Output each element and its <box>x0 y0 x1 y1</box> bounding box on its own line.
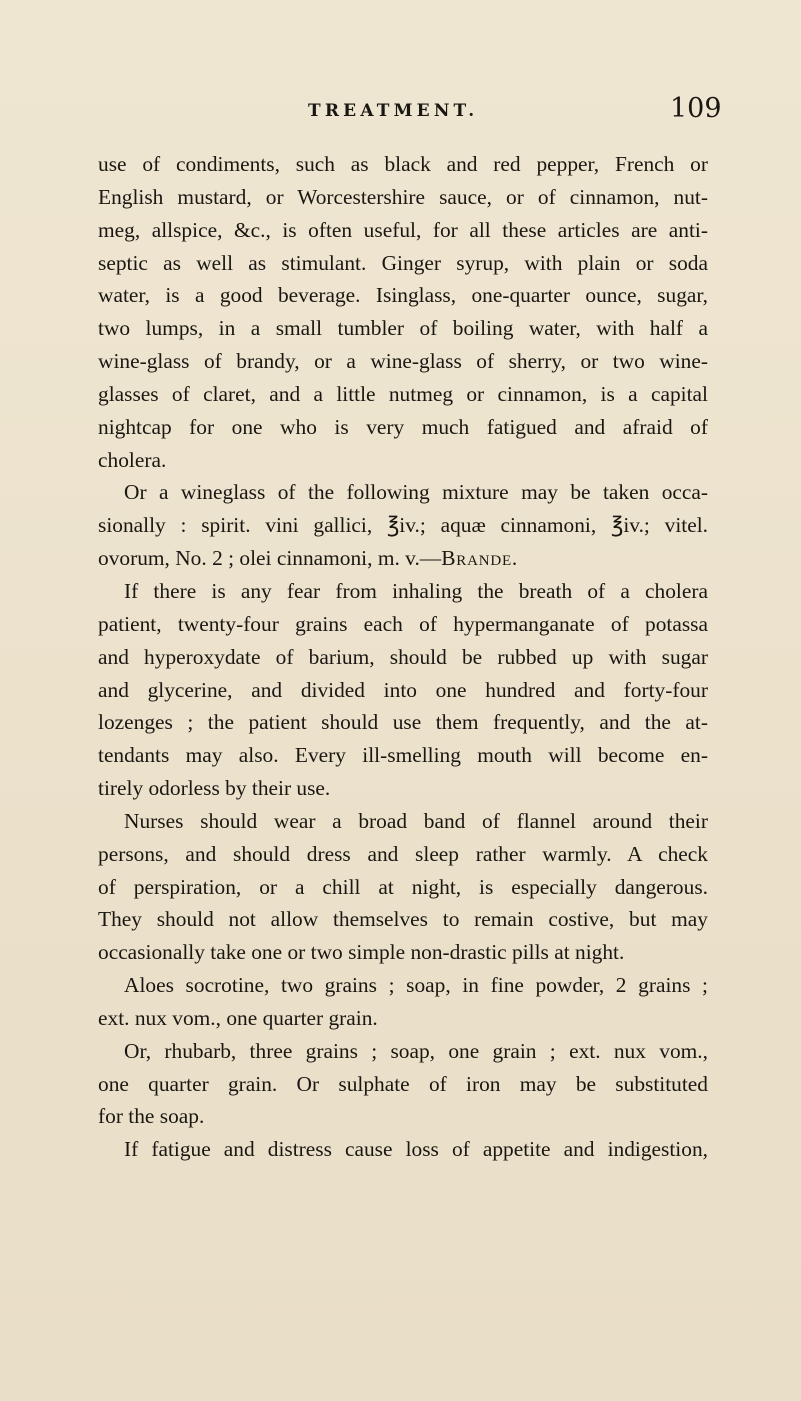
text-line: patient, twenty-four grains each of hypermanganate of potassa <box>98 611 708 636</box>
text-line: Or, rhubarb, three grains ; soap, one grain ; ext. nux vom., <box>124 1038 708 1063</box>
text-line: water, is a good beverage. Isinglass, one-quarter ounce, sugar, <box>98 283 708 308</box>
text-line-attribution <box>98 542 708 575</box>
text-line: glasses of claret, and a little nutmeg or cinnamon, is a capital <box>98 381 708 406</box>
text-line: cholera. <box>98 447 167 472</box>
page-header <box>0 93 801 133</box>
text-line: use of condiments, such as black and red pepper, French or <box>98 152 708 176</box>
body-text <box>98 148 708 1166</box>
text-line: If there is any fear from inhaling the breath of a cholera <box>124 578 708 603</box>
text-line: wine-glass of brandy, or a wine-glass of sherry, or two wine- <box>98 349 708 374</box>
page-number: 109 <box>670 93 722 124</box>
text-line: sionally : spirit. vini gallici, ℥iv.; aquæ cinnamoni, ℥iv.; vitel. <box>98 513 708 538</box>
text-line: lozenges ; the patient should use them frequently, and the at- <box>98 710 708 735</box>
text-line: nightcap for one who is very much fatigued and afraid of <box>98 414 708 439</box>
author-name: Brande. <box>441 546 519 571</box>
text-line: Nurses should wear a broad band of flannel around their <box>124 808 708 833</box>
text-line: and glycerine, and divided into one hundred and forty-four <box>98 677 708 702</box>
text-line: persons, and should dress and sleep rather warmly. A check <box>98 841 708 866</box>
text-line: tendants may also. Every ill-smelling mouth will become en- <box>98 743 708 768</box>
text-line: and hyperoxydate of barium, should be rubbed up with sugar <box>98 644 708 669</box>
running-title: TREATMENT. <box>308 101 479 121</box>
text-line: two lumps, in a small tumbler of boiling water, with half a <box>98 316 708 341</box>
text-line: occasionally take one or two simple non-drastic pills at night. <box>98 940 625 965</box>
text-line: They should not allow themselves to remain costive, but may <box>98 907 708 932</box>
text-line: ovorum, No. 2 ; olei cinnamoni, m. v.— <box>98 546 442 571</box>
text-line: If fatigue and distress cause loss of appetite and indigestion, <box>124 1137 708 1162</box>
text-line: Or a wineglass of the following mixture may be taken occa- <box>124 480 708 505</box>
text-line: English mustard, or Worcestershire sauce, or of cinnamon, nut- <box>98 184 708 209</box>
text-line: one quarter grain. Or sulphate of iron may be substituted <box>98 1071 708 1096</box>
text-line: septic as well as stimulant. Ginger syrup, with plain or soda <box>98 250 708 275</box>
text-line: tirely odorless by their use. <box>98 776 331 801</box>
text-line: ext. nux vom., one quarter grain. <box>98 1005 378 1030</box>
text-line: meg, allspice, &c., is often useful, for all these articles are anti- <box>98 217 708 242</box>
text-line: of perspiration, or a chill at night, is especially dangerous. <box>98 874 708 899</box>
text-line: Aloes socrotine, two grains ; soap, in fine powder, 2 grains ; <box>124 973 708 998</box>
text-line: for the soap. <box>98 1104 205 1129</box>
